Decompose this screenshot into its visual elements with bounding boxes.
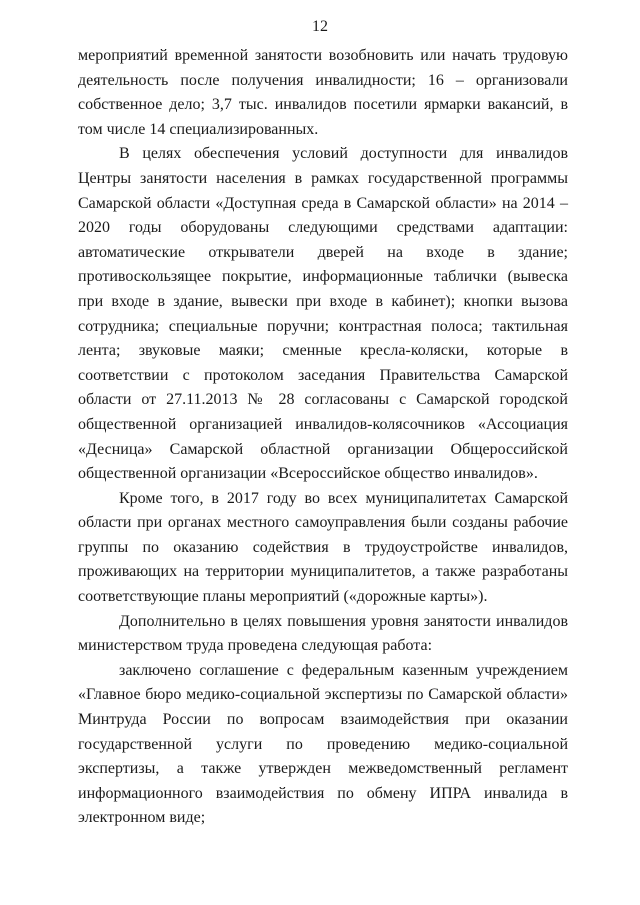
paragraph-employment-results: мероприятий временной занятости возобновить или начать трудовую деятельность после получения инвалидности; 16 – организовали собственное дело; 3,7 тыс. инвалидов посетили ярмарки вакансий, в том числе 14 специализированных. [78,47,568,138]
document-body [78,44,568,831]
paragraph-agreement: заключено соглашение с федеральным казенным учреждением «Главное бюро медико-социальной экспертизы по Самарской области» Минтруда России по вопросам взаимодействия при оказании государственной услуги по проведению медико-социальной экспертизы, а также утвержден межведомственный регламент информационного взаимодействия по обмену ИПРА инвалида в электронном виде; [78,661,568,827]
paragraph-working-groups: Кроме того, в 2017 году во всех муниципалитетах Самарской области при органах местного самоуправления были созданы рабочие группы по оказанию содействия в трудоустройстве инвалидов, проживающих на территории муниципалитетов, а также разработаны соответствующие планы мероприятий («дорожные карты»). [78,489,568,606]
paragraph-accessibility-equipment: В целях обеспечения условий доступности для инвалидов Центры занятости населения в рамках государственной программы Самарской области «Доступная среда в Самарской области» на 2014 – 2020 годы оборудованы следующими средствами адаптации: автоматические открыватели дверей на входе в здание; противоскользящее покрытие, информационные таблички (вывеска при входе в здание, вывески при входе в кабинет); кнопки вызова сотрудника; специальные поручни; контрастная полоса; тактильная лента; звуковые маяки; сменные кресла-коляски, которые в соответствии с протоколом заседания Правительства Самарской области от 27.11.2013 № 28 согласованы с Самарской городской общественной организацией инвалидов-колясочников «Ассоциация «Десница» Самарской областной организации Общероссийской общественной организации «Всероссийское общество инвалидов». [78,145,568,483]
page-number: 12 [312,18,328,35]
paragraph-additional-work: Дополнительно в целях повышения уровня занятости инвалидов министерством труда проведена следующая работа: [78,612,568,655]
